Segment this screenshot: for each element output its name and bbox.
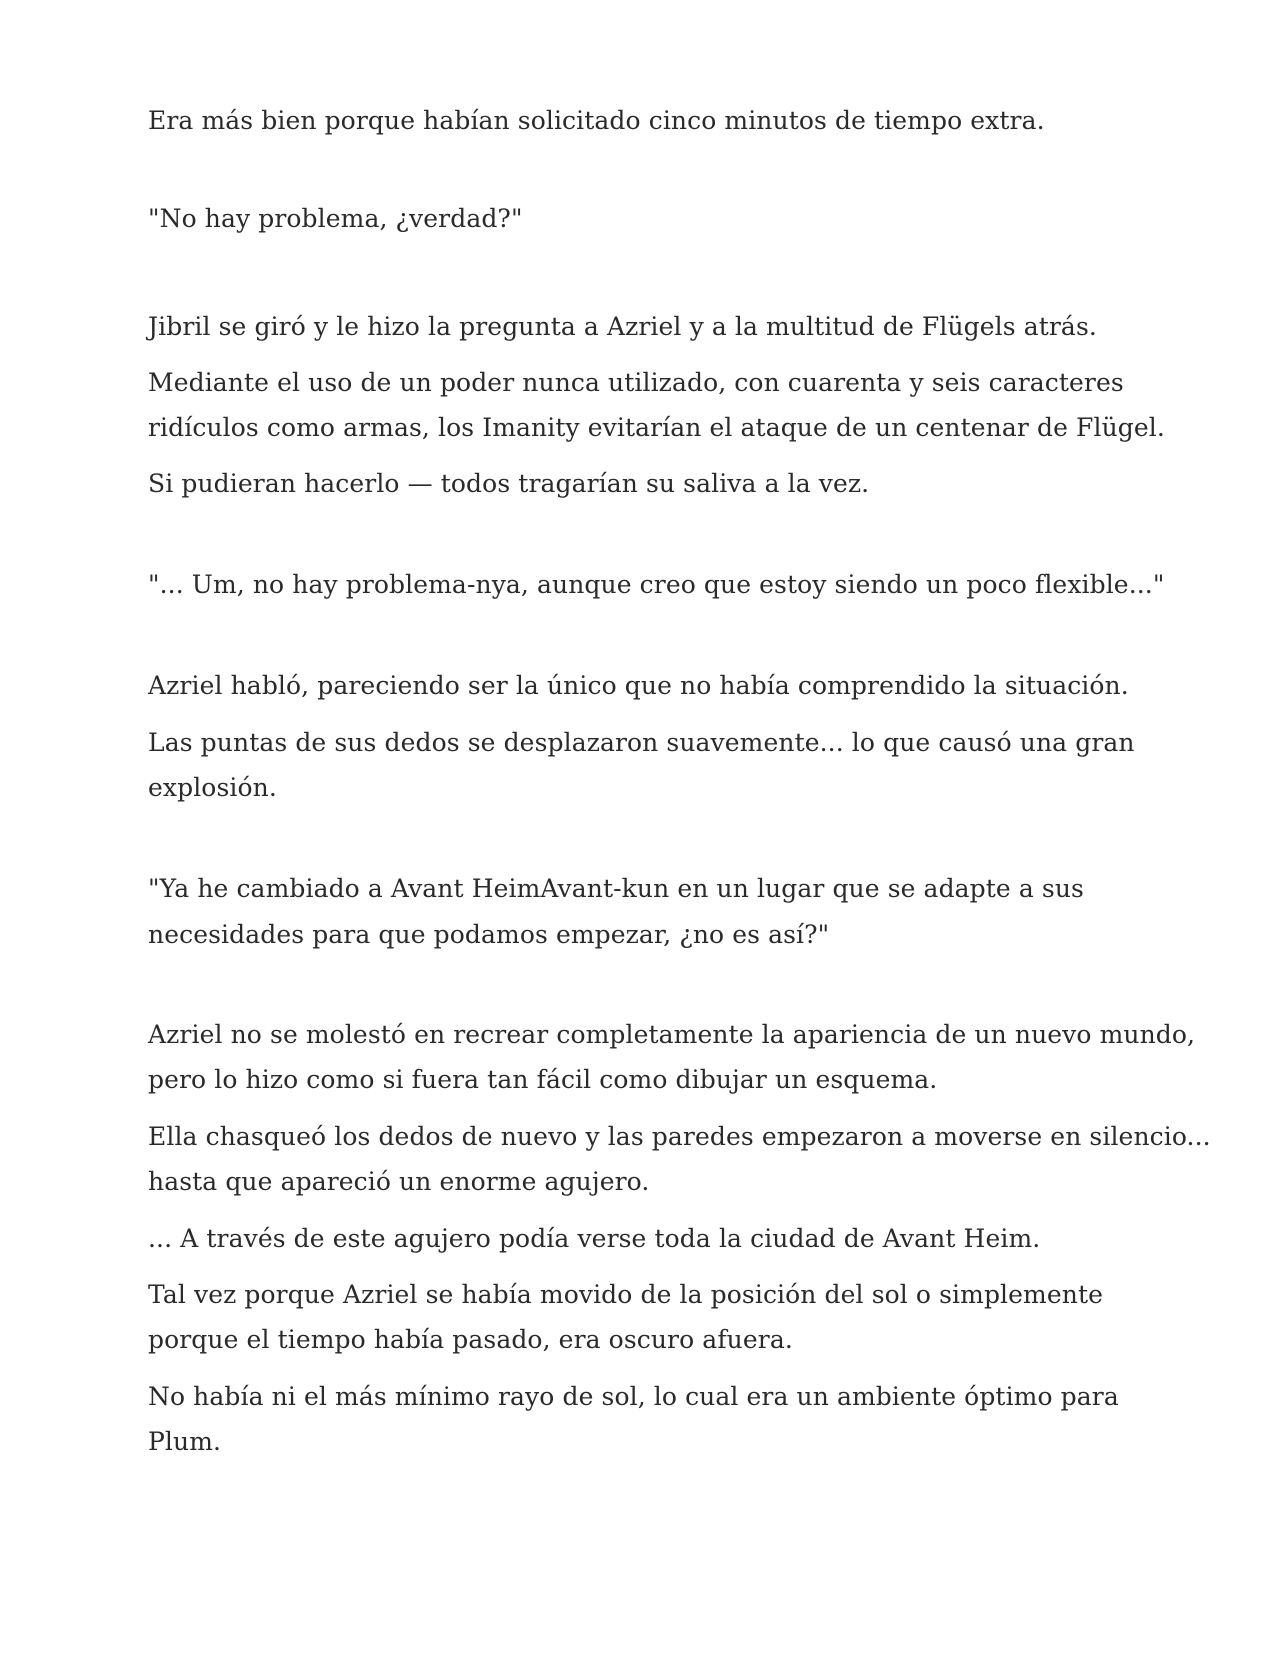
text-line: Era más bien porque habían solicitado cinco minutos de tiempo extra. — [148, 106, 1045, 135]
text-line: Tal vez porque Azriel se había movido de la posición del sol o simplemente — [148, 1280, 1103, 1309]
text-line: "Ya he cambiado a Avant HeimAvant-kun en un lugar que se adapte a sus — [148, 874, 1084, 903]
text-line: hasta que apareció un enorme agujero. — [148, 1167, 650, 1196]
text-line: necesidades para que podamos empezar, ¿no es así?" — [148, 920, 830, 949]
text-line: Mediante el uso de un poder nunca utilizado, con cuarenta y seis caracteres — [148, 368, 1124, 397]
text-line: explosión. — [148, 773, 277, 802]
text-line: Las puntas de sus dedos se desplazaron suavemente... lo que causó una gran — [148, 728, 1135, 757]
text-line: pero lo hizo como si fuera tan fácil como dibujar un esquema. — [148, 1065, 938, 1094]
text-line: Azriel habló, pareciendo ser la único que no había comprendido la situación. — [148, 671, 1129, 700]
text-line: ... A través de este agujero podía verse toda la ciudad de Avant Heim. — [148, 1224, 1041, 1253]
text-line: ridículos como armas, los Imanity evitarían el ataque de un centenar de Flügel. — [148, 413, 1165, 442]
text-line: porque el tiempo había pasado, era oscuro afuera. — [148, 1325, 793, 1354]
text-line: Plum. — [148, 1427, 222, 1456]
text-line: "... Um, no hay problema-nya, aunque creo que estoy siendo un poco flexible..." — [148, 570, 1165, 599]
text-line: Si pudieran hacerlo — todos tragarían su saliva a la vez. — [148, 469, 870, 498]
text-line: Ella chasqueó los dedos de nuevo y las paredes empezaron a moverse en silencio... — [148, 1122, 1211, 1151]
text-line: Azriel no se molestó en recrear completamente la apariencia de un nuevo mundo, — [148, 1020, 1196, 1049]
text-line: No había ni el más mínimo rayo de sol, lo cual era un ambiente óptimo para — [148, 1382, 1119, 1411]
text-line: Jibril se giró y le hizo la pregunta a Azriel y a la multitud de Flügels atrás. — [148, 312, 1097, 341]
text-line: "No hay problema, ¿verdad?" — [148, 204, 523, 233]
